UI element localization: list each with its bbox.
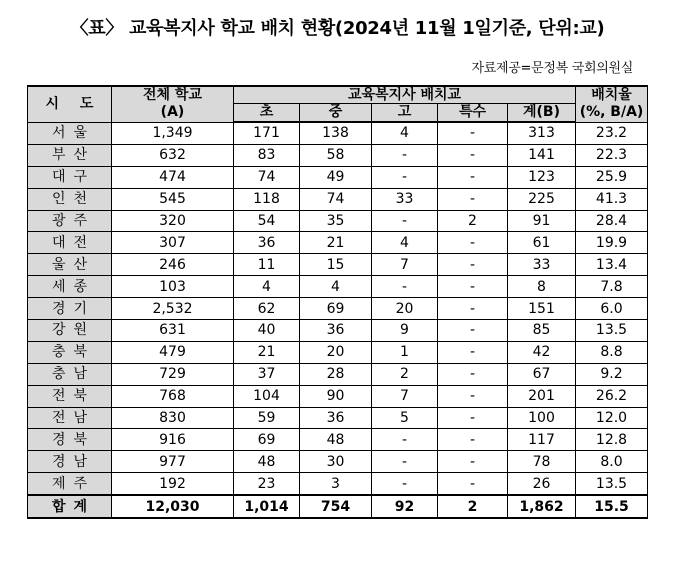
header-high: 고 [372, 104, 438, 123]
sum-cell: 85 [508, 320, 576, 342]
total-row [28, 495, 648, 518]
elementary-cell: 69 [234, 429, 300, 451]
special-cell: 2 [438, 495, 508, 518]
total-school-cell: 1,349 [112, 122, 234, 144]
middle-cell: 49 [300, 166, 372, 188]
table-row [28, 276, 648, 298]
middle-cell: 15 [300, 254, 372, 276]
total-school-cell: 545 [112, 188, 234, 210]
source-note: 자료제공=문정복 국회의원실 [471, 61, 633, 76]
high-cell: - [372, 473, 438, 495]
region-cell: 강원 [28, 320, 112, 342]
region-cell: 경남 [28, 451, 112, 473]
sum-cell: 100 [508, 407, 576, 429]
table-body [28, 122, 648, 518]
special-cell: - [438, 429, 508, 451]
special-cell: - [438, 363, 508, 385]
header-middle: 중 [300, 104, 372, 123]
special-cell: - [438, 122, 508, 144]
special-cell: - [438, 341, 508, 363]
total-school-cell: 729 [112, 363, 234, 385]
total-school-cell: 916 [112, 429, 234, 451]
table-row [28, 166, 648, 188]
middle-cell: 138 [300, 122, 372, 144]
region-cell: 서울 [28, 122, 112, 144]
table-row [28, 122, 648, 144]
table-row [28, 320, 648, 342]
elementary-cell: 59 [234, 407, 300, 429]
table-row [28, 385, 648, 407]
table-row [28, 144, 648, 166]
elementary-cell: 21 [234, 341, 300, 363]
sum-cell: 117 [508, 429, 576, 451]
high-cell: 7 [372, 254, 438, 276]
high-cell: 9 [372, 320, 438, 342]
middle-cell: 48 [300, 429, 372, 451]
region-cell: 전북 [28, 385, 112, 407]
region-cell: 광주 [28, 210, 112, 232]
special-cell: - [438, 473, 508, 495]
special-cell: - [438, 166, 508, 188]
rate-cell: 8.8 [576, 341, 648, 363]
special-cell: - [438, 451, 508, 473]
elementary-cell: 83 [234, 144, 300, 166]
table-row [28, 363, 648, 385]
high-cell: 5 [372, 407, 438, 429]
sum-cell: 26 [508, 473, 576, 495]
region-cell: 대구 [28, 166, 112, 188]
sum-cell: 313 [508, 122, 576, 144]
rate-cell: 26.2 [576, 385, 648, 407]
rate-cell: 13.5 [576, 320, 648, 342]
special-cell: - [438, 320, 508, 342]
rate-cell: 41.3 [576, 188, 648, 210]
special-cell: - [438, 188, 508, 210]
elementary-cell: 54 [234, 210, 300, 232]
region-cell: 세종 [28, 276, 112, 298]
rate-cell: 28.4 [576, 210, 648, 232]
elementary-cell: 23 [234, 473, 300, 495]
total-school-cell: 320 [112, 210, 234, 232]
special-cell: - [438, 144, 508, 166]
rate-cell: 12.8 [576, 429, 648, 451]
header-sum: 계(B) [508, 104, 576, 123]
high-cell: 7 [372, 385, 438, 407]
region-cell: 전남 [28, 407, 112, 429]
high-cell: 92 [372, 495, 438, 518]
sum-cell: 8 [508, 276, 576, 298]
region-cell: 부산 [28, 144, 112, 166]
sum-cell: 42 [508, 341, 576, 363]
special-cell: - [438, 407, 508, 429]
elementary-cell: 74 [234, 166, 300, 188]
high-cell: - [372, 276, 438, 298]
high-cell: - [372, 144, 438, 166]
table-row [28, 473, 648, 495]
header-rate-line1: 배치율 [591, 87, 632, 104]
rate-cell: 19.9 [576, 232, 648, 254]
high-cell: 33 [372, 188, 438, 210]
total-school-cell: 474 [112, 166, 234, 188]
elementary-cell: 37 [234, 363, 300, 385]
header-elementary: 초 [234, 104, 300, 123]
high-cell: - [372, 451, 438, 473]
total-school-cell: 631 [112, 320, 234, 342]
elementary-cell: 11 [234, 254, 300, 276]
rate-cell: 23.2 [576, 122, 648, 144]
table-row [28, 254, 648, 276]
special-cell: - [438, 276, 508, 298]
table-row [28, 232, 648, 254]
region-cell: 충남 [28, 363, 112, 385]
header-region: 시 도 [28, 86, 112, 122]
high-cell: 20 [372, 298, 438, 320]
sum-cell: 201 [508, 385, 576, 407]
table-row [28, 429, 648, 451]
placement-table [27, 85, 648, 519]
region-cell: 울산 [28, 254, 112, 276]
special-cell: - [438, 254, 508, 276]
region-cell: 경기 [28, 298, 112, 320]
elementary-cell: 171 [234, 122, 300, 144]
rate-cell: 13.5 [576, 473, 648, 495]
region-cell: 경북 [28, 429, 112, 451]
header-rate-line2: (%, B/A) [579, 104, 644, 121]
page-title: 〈표〉 교육복지사 학교 배치 현황(2024년 11월 1일기준, 단위:교) [70, 18, 605, 39]
header-total-school [112, 86, 234, 122]
high-cell: - [372, 429, 438, 451]
header-rate [576, 86, 648, 122]
elementary-cell: 4 [234, 276, 300, 298]
header-total-school-line2: (A) [160, 104, 185, 121]
total-school-cell: 977 [112, 451, 234, 473]
sum-cell: 67 [508, 363, 576, 385]
middle-cell: 36 [300, 320, 372, 342]
middle-cell: 69 [300, 298, 372, 320]
header-placement-group: 교육복지사 배치교 [234, 86, 576, 104]
elementary-cell: 48 [234, 451, 300, 473]
region-cell: 충북 [28, 341, 112, 363]
region-cell: 합계 [28, 495, 112, 518]
elementary-cell: 104 [234, 385, 300, 407]
table-row [28, 188, 648, 210]
table-row [28, 298, 648, 320]
sum-cell: 78 [508, 451, 576, 473]
header-special: 특수 [438, 104, 508, 123]
total-school-cell: 12,030 [112, 495, 234, 518]
total-school-cell: 2,532 [112, 298, 234, 320]
sum-cell: 61 [508, 232, 576, 254]
total-school-cell: 192 [112, 473, 234, 495]
rate-cell: 6.0 [576, 298, 648, 320]
elementary-cell: 40 [234, 320, 300, 342]
elementary-cell: 62 [234, 298, 300, 320]
region-cell: 제주 [28, 473, 112, 495]
special-cell: - [438, 385, 508, 407]
elementary-cell: 36 [234, 232, 300, 254]
total-school-cell: 479 [112, 341, 234, 363]
special-cell: - [438, 232, 508, 254]
middle-cell: 74 [300, 188, 372, 210]
table-row [28, 407, 648, 429]
table-row [28, 341, 648, 363]
table-row [28, 210, 648, 232]
table-row [28, 451, 648, 473]
middle-cell: 35 [300, 210, 372, 232]
rate-cell: 13.4 [576, 254, 648, 276]
high-cell: - [372, 166, 438, 188]
middle-cell: 36 [300, 407, 372, 429]
total-school-cell: 768 [112, 385, 234, 407]
rate-cell: 25.9 [576, 166, 648, 188]
rate-cell: 22.3 [576, 144, 648, 166]
total-school-cell: 830 [112, 407, 234, 429]
high-cell: 4 [372, 232, 438, 254]
middle-cell: 28 [300, 363, 372, 385]
sum-cell: 123 [508, 166, 576, 188]
sum-cell: 141 [508, 144, 576, 166]
total-school-cell: 103 [112, 276, 234, 298]
rate-cell: 9.2 [576, 363, 648, 385]
high-cell: - [372, 210, 438, 232]
sum-cell: 151 [508, 298, 576, 320]
rate-cell: 15.5 [576, 495, 648, 518]
rate-cell: 7.8 [576, 276, 648, 298]
middle-cell: 21 [300, 232, 372, 254]
sum-cell: 33 [508, 254, 576, 276]
rate-cell: 12.0 [576, 407, 648, 429]
high-cell: 4 [372, 122, 438, 144]
high-cell: 2 [372, 363, 438, 385]
total-school-cell: 632 [112, 144, 234, 166]
total-school-cell: 307 [112, 232, 234, 254]
sum-cell: 1,862 [508, 495, 576, 518]
middle-cell: 754 [300, 495, 372, 518]
total-school-cell: 246 [112, 254, 234, 276]
middle-cell: 4 [300, 276, 372, 298]
elementary-cell: 1,014 [234, 495, 300, 518]
header-total-school-line1: 전체 학교 [143, 87, 202, 104]
middle-cell: 58 [300, 144, 372, 166]
sum-cell: 91 [508, 210, 576, 232]
region-cell: 대전 [28, 232, 112, 254]
sum-cell: 225 [508, 188, 576, 210]
special-cell: 2 [438, 210, 508, 232]
region-cell: 인천 [28, 188, 112, 210]
rate-cell: 8.0 [576, 451, 648, 473]
middle-cell: 30 [300, 451, 372, 473]
elementary-cell: 118 [234, 188, 300, 210]
special-cell: - [438, 298, 508, 320]
middle-cell: 20 [300, 341, 372, 363]
middle-cell: 90 [300, 385, 372, 407]
middle-cell: 3 [300, 473, 372, 495]
high-cell: 1 [372, 341, 438, 363]
